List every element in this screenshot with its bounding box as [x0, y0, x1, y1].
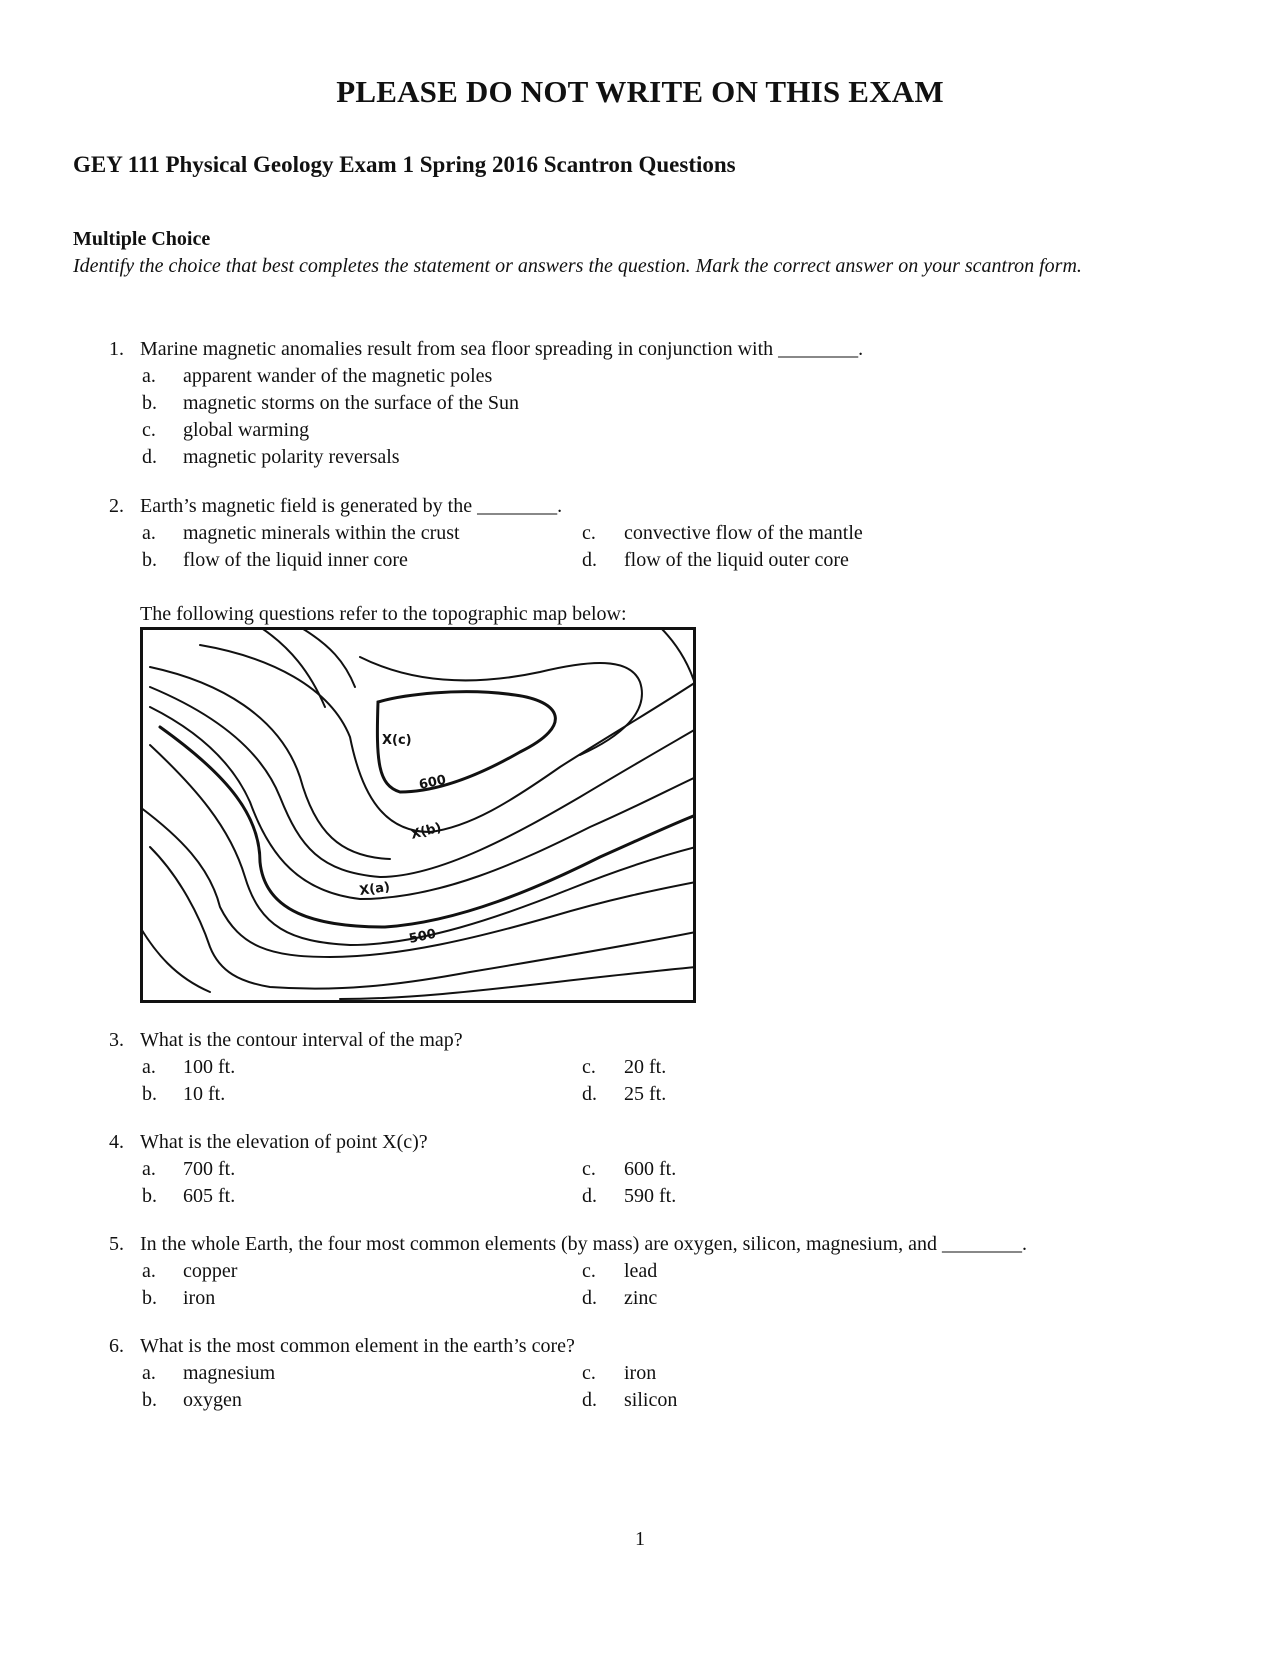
section-heading: Multiple Choice — [73, 228, 211, 250]
option-letter: a. — [142, 522, 156, 544]
option-letter: a. — [142, 1362, 156, 1384]
option-text: flow of the liquid outer core — [624, 549, 849, 571]
option-text: apparent wander of the magnetic poles — [183, 365, 493, 387]
option-letter: b. — [142, 1389, 157, 1411]
map-caption: The following questions refer to the topographic map below: — [140, 603, 627, 625]
option-letter: a. — [142, 1056, 156, 1078]
question-text: What is the contour interval of the map? — [140, 1029, 463, 1051]
option-letter: b. — [142, 392, 157, 414]
option-text: 25 ft. — [624, 1083, 667, 1105]
option-letter: a. — [142, 1158, 156, 1180]
option-text: zinc — [624, 1287, 658, 1309]
option-letter: a. — [142, 1260, 156, 1282]
map-label-xb: X(b) — [409, 820, 444, 843]
option-letter: c. — [582, 522, 596, 544]
option-letter: d. — [142, 446, 157, 468]
option-letter: b. — [142, 1185, 157, 1207]
page-number: 1 — [635, 1528, 645, 1550]
question-number: 1. — [109, 338, 124, 360]
option-text: magnetic storms on the surface of the Sun — [183, 392, 520, 414]
option-text: lead — [624, 1260, 658, 1282]
section-instructions: Identify the choice that best completes the statement or answers the question. Mark the correct answer on your scantron form. — [73, 255, 1082, 277]
option-letter: c. — [582, 1056, 596, 1078]
question-text: Marine magnetic anomalies result from sea floor spreading in conjunction with ________. — [140, 338, 864, 360]
map-frame — [142, 629, 695, 1002]
option-letter: d. — [582, 1185, 597, 1207]
option-text: 590 ft. — [624, 1185, 677, 1207]
option-text: 20 ft. — [624, 1056, 667, 1078]
option-letter: b. — [142, 1083, 157, 1105]
exam-title: GEY 111 Physical Geology Exam 1 Spring 2016 Scantron Questions — [73, 152, 736, 177]
question-text: Earth’s magnetic field is generated by the ________. — [140, 495, 563, 517]
option-text: convective flow of the mantle — [624, 522, 863, 544]
option-text: 700 ft. — [183, 1158, 236, 1180]
option-letter: d. — [582, 549, 597, 571]
option-text: magnetic polarity reversals — [183, 446, 400, 468]
map-label-600: 600 — [417, 772, 448, 793]
question-number: 6. — [109, 1335, 124, 1357]
option-letter: a. — [142, 365, 156, 387]
option-text: iron — [183, 1287, 216, 1309]
option-text: copper — [183, 1260, 238, 1282]
option-text: magnesium — [183, 1362, 276, 1384]
map-label-xa: X(a) — [358, 879, 391, 899]
exam-banner: PLEASE DO NOT WRITE ON THIS EXAM — [336, 74, 944, 109]
option-letter: d. — [582, 1389, 597, 1411]
option-letter: c. — [582, 1158, 596, 1180]
question-text: What is the most common element in the earth’s core? — [140, 1335, 575, 1357]
option-text: magnetic minerals within the crust — [183, 522, 460, 544]
option-text: global warming — [183, 419, 310, 441]
option-text: oxygen — [183, 1389, 242, 1411]
question-text: What is the elevation of point X(c)? — [140, 1131, 428, 1153]
topographic-map — [140, 627, 696, 1003]
option-letter: c. — [582, 1260, 596, 1282]
option-letter: c. — [142, 419, 156, 441]
question-number: 2. — [109, 495, 124, 517]
option-text: flow of the liquid inner core — [183, 549, 408, 571]
option-text: 605 ft. — [183, 1185, 236, 1207]
map-label-500: 500 — [407, 926, 438, 947]
option-text: silicon — [624, 1389, 678, 1411]
option-text: 100 ft. — [183, 1056, 236, 1078]
option-letter: b. — [142, 1287, 157, 1309]
question-number: 5. — [109, 1233, 124, 1255]
question-number: 4. — [109, 1131, 124, 1153]
question-text: In the whole Earth, the four most common elements (by mass) are oxygen, silicon, magnesium, and ________. — [140, 1233, 1028, 1255]
map-label-xc: X(c) — [382, 733, 412, 748]
option-letter: d. — [582, 1083, 597, 1105]
option-letter: b. — [142, 549, 157, 571]
option-text: 10 ft. — [183, 1083, 226, 1105]
option-letter: c. — [582, 1362, 596, 1384]
option-text: iron — [624, 1362, 657, 1384]
option-letter: d. — [582, 1287, 597, 1309]
question-number: 3. — [109, 1029, 124, 1051]
option-text: 600 ft. — [624, 1158, 677, 1180]
